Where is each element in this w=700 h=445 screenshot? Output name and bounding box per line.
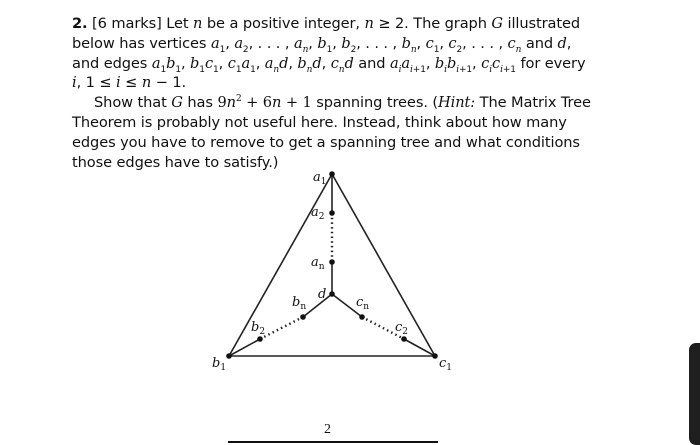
label-cn: cn bbox=[356, 295, 370, 312]
label-b1: b1 bbox=[212, 356, 227, 373]
label-a2: a2 bbox=[311, 205, 325, 222]
label-a1: a1 bbox=[313, 170, 327, 187]
page-number: 2 bbox=[324, 422, 331, 437]
vertex-b2 bbox=[257, 336, 263, 342]
label-c1: c1 bbox=[439, 356, 453, 373]
label-an: an bbox=[311, 255, 325, 272]
vertex-c1 bbox=[432, 353, 438, 359]
footer-rule bbox=[228, 441, 438, 443]
problem-number: 2. bbox=[72, 15, 88, 32]
hint-text: The Matrix Tree Theorem is probably not useful here. Instead, think about how many edges you have to remove to get a spanning tree and what conditions those edges have to satisfy. bbox=[72, 94, 591, 171]
problem-body: Let n be a positive integer, n ≥ 2. The graph G illustrated below has vertices $a_1$, $a_2$, . . . , $a_n$, $b_1$, $b_2$, . . . , $b_n$, $c_1$, $c_2$, . . . , $c_n$ and d, and edges $a_1b_1$, $b_1c_1$, $c_1a_1$, $a_nd$, $b_nd$, $c_nd$ and $a_ia_{i+1}$, $b_ib_{i+1}$, $c_ic_{i+1}$ for every i, 1 ≤ i ≤ n − 1. bbox=[72, 15, 586, 92]
vertex-b1 bbox=[226, 353, 232, 359]
vertex-an bbox=[329, 259, 335, 265]
label-bn: bn bbox=[292, 295, 307, 312]
vertex-c2 bbox=[401, 336, 407, 342]
label-d: d bbox=[318, 287, 327, 302]
label-b2: b2 bbox=[251, 320, 266, 337]
vertex-d bbox=[329, 291, 335, 297]
label-c2: c2 bbox=[395, 320, 409, 337]
scroll-handle[interactable] bbox=[689, 343, 700, 445]
vertex-a2 bbox=[329, 210, 335, 216]
vertex-a1 bbox=[329, 171, 335, 177]
vertex-cn bbox=[359, 314, 365, 320]
problem-marks: [6 marks] bbox=[92, 15, 162, 32]
vertex-bn bbox=[300, 314, 306, 320]
hint-label: Hint: bbox=[438, 94, 476, 112]
edge-b-chain-dotted bbox=[260, 317, 303, 339]
problem-task: Show that G has $9n^2 + 6n + 1$ spanning trees. bbox=[94, 94, 428, 112]
problem-paragraph-2: Show that G has $9n^2 + 6n + 1$ spanning trees. (Hint: The Matrix Tree Theorem is probably not useful here. Instead, think about how many edges you have to remove to get a spanning tree and what conditions those edges have to satisfy.) bbox=[72, 94, 591, 171]
